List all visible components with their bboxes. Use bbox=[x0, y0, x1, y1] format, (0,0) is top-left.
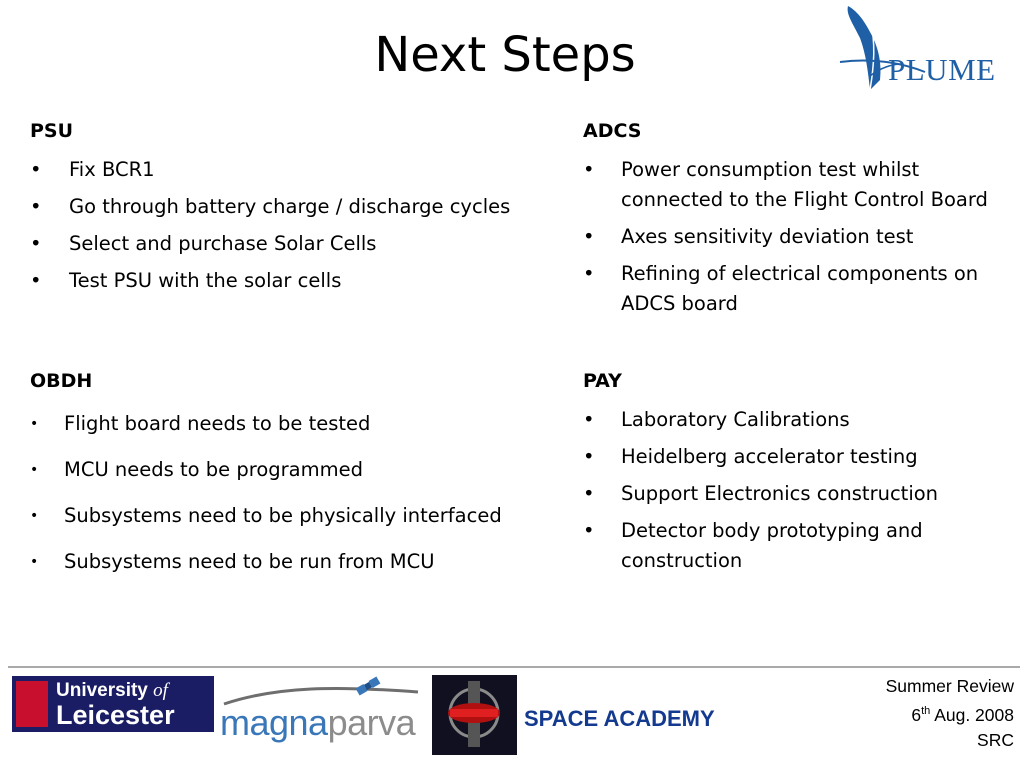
adcs-heading: ADCS bbox=[583, 120, 642, 142]
magnaparva-logo-text bbox=[220, 702, 415, 744]
list-item-text: Power consumption test whilst connected to the Flight Control Board bbox=[621, 158, 988, 211]
list-item-text: Flight board needs to be tested bbox=[64, 412, 371, 435]
list-item-text: Heidelberg accelerator testing bbox=[621, 445, 918, 468]
list-item-text: MCU needs to be programmed bbox=[64, 458, 363, 481]
review-date-day: 6 bbox=[911, 704, 922, 725]
national-space-centre-logo-icon bbox=[432, 675, 517, 755]
review-date-suffix: th bbox=[921, 705, 931, 717]
list-item: • Detector body prototyping and construction bbox=[583, 519, 923, 572]
slide-title: Next Steps bbox=[374, 27, 636, 83]
list-item: • Power consumption test whilst connected to the Flight Control Board bbox=[583, 158, 988, 211]
magnaparva-parva: parva bbox=[327, 702, 416, 743]
list-item: • Select and purchase Solar Cells bbox=[30, 232, 377, 255]
university-of-leicester-logo bbox=[12, 676, 214, 732]
list-item: • Test PSU with the solar cells bbox=[30, 269, 342, 292]
review-venue: SRC bbox=[977, 729, 1014, 750]
review-date bbox=[886, 699, 1014, 728]
space-academy-label: SPACE ACADEMY bbox=[524, 706, 715, 731]
pay-section bbox=[583, 369, 1023, 583]
obdh-section bbox=[30, 369, 550, 593]
list-item-text: Detector body prototyping and construction bbox=[621, 519, 923, 572]
university-line bbox=[56, 680, 168, 702]
pay-list bbox=[583, 405, 1023, 576]
list-item: • Heidelberg accelerator testing bbox=[583, 445, 918, 468]
psu-list bbox=[30, 155, 550, 296]
list-item-text: Go through battery charge / discharge cycles bbox=[69, 195, 511, 218]
pay-heading: PAY bbox=[583, 370, 622, 392]
list-item: • Fix BCR1 bbox=[30, 158, 155, 181]
list-item-text: Fix BCR1 bbox=[69, 158, 155, 181]
university-of-word: of bbox=[153, 680, 168, 701]
list-item: • Subsystems need to be physically interfaced bbox=[30, 504, 502, 527]
review-info bbox=[886, 674, 1014, 753]
obdh-heading: OBDH bbox=[30, 370, 93, 392]
list-item: • Support Electronics construction bbox=[583, 482, 939, 505]
obdh-list bbox=[30, 409, 550, 577]
psu-section bbox=[30, 119, 550, 303]
leicester-crest-icon bbox=[16, 681, 48, 727]
list-item-text: Test PSU with the solar cells bbox=[69, 269, 342, 292]
leicester-word: Leicester bbox=[56, 700, 175, 730]
magnaparva-magna: magna bbox=[220, 702, 328, 743]
review-date-rest: Aug. 2008 bbox=[930, 704, 1014, 725]
adcs-list bbox=[583, 155, 1023, 319]
adcs-section bbox=[583, 119, 1023, 326]
plume-logo-text: PLUME bbox=[888, 52, 996, 87]
list-item-text: Laboratory Calibrations bbox=[621, 408, 850, 431]
list-item: • Laboratory Calibrations bbox=[583, 408, 850, 431]
review-name: Summer Review bbox=[885, 676, 1014, 696]
university-word: University bbox=[56, 680, 148, 701]
list-item: • MCU needs to be programmed bbox=[30, 458, 363, 481]
list-item: • Axes sensitivity deviation test bbox=[583, 225, 914, 248]
list-item-text: Select and purchase Solar Cells bbox=[69, 232, 377, 255]
list-item-text: Subsystems need to be run from MCU bbox=[64, 550, 435, 573]
list-item: • Go through battery charge / discharge cycles bbox=[30, 195, 511, 218]
psu-heading: PSU bbox=[30, 120, 74, 142]
list-item-text: Subsystems need to be physically interfaced bbox=[64, 504, 502, 527]
list-item-text: Refining of electrical components on ADCS board bbox=[621, 262, 979, 315]
list-item: • Refining of electrical components on ADCS board bbox=[583, 262, 979, 315]
list-item-text: Support Electronics construction bbox=[621, 482, 939, 505]
list-item: • Subsystems need to be run from MCU bbox=[30, 550, 435, 573]
list-item-text: Axes sensitivity deviation test bbox=[621, 225, 914, 248]
footer-divider bbox=[8, 666, 1020, 668]
list-item: • Flight board needs to be tested bbox=[30, 412, 371, 435]
